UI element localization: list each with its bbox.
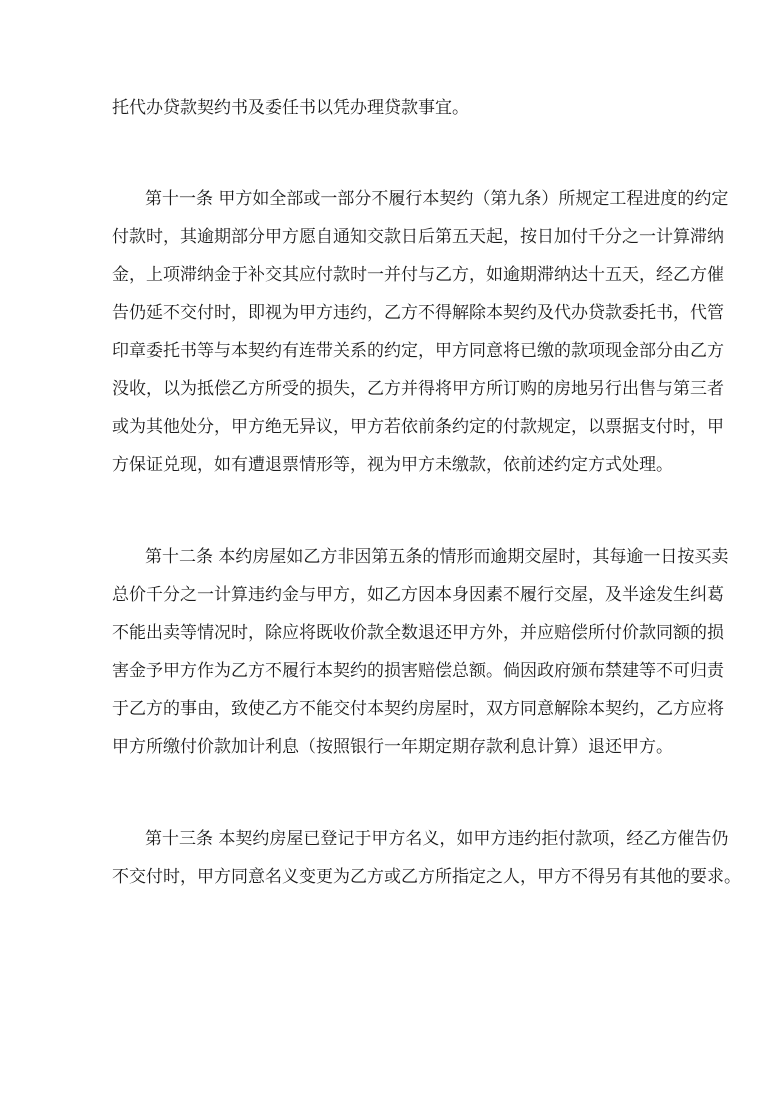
paragraph-line: 第十三条 本契约房屋已登记于甲方名义，如甲方违约拒付款项，经乙方催告仍	[145, 829, 729, 849]
paragraph-line: 总价千分之一计算违约金与甲方，如乙方因本身因素不履行交屋，及半途发生纠葛	[112, 585, 724, 605]
paragraph-line: 第十一条 甲方如全部或一部分不履行本契约（第九条）所规定工程进度的约定	[145, 189, 729, 209]
paragraph-line: 不交付时，甲方同意名义变更为乙方或乙方所指定之人，甲方不得另有其他的要求。	[112, 867, 741, 887]
paragraph-line: 甲方所缴付价款加计利息（按照银行一年期定期存款利息计算）退还甲方。	[112, 737, 673, 757]
paragraph-line: 或为其他处分，甲方绝无异议，甲方若依前条约定的付款规定，以票据支付时，甲	[112, 417, 724, 437]
paragraph-line: 告仍延不交付时，即视为甲方违约，乙方不得解除本契约及代办贷款委托书，代管	[112, 303, 724, 323]
paragraph-line: 付款时，其逾期部分甲方愿自通知交款日后第五天起，按日加付千分之一计算滞纳	[112, 227, 724, 247]
paragraph-line: 不能出卖等情况时，除应将既收价款全数退还甲方外，并应赔偿所付价款同额的损	[112, 623, 724, 643]
paragraph-line: 害金予甲方作为乙方不履行本契约的损害赔偿总额。倘因政府颁布禁建等不可归责	[112, 661, 724, 681]
paragraph-line: 方保证兑现，如有遭退票情形等，视为甲方未缴款，依前述约定方式处理。	[112, 455, 673, 475]
paragraph-line: 第十二条 本约房屋如乙方非因第五条的情形而逾期交屋时，其每逾一日按买卖	[145, 547, 729, 567]
paragraph-line: 金，上项滞纳金于补交其应付款时一并付与乙方，如逾期滞纳达十五天，经乙方催	[112, 265, 724, 285]
paragraph-line: 于乙方的事由，致使乙方不能交付本契约房屋时，双方同意解除本契约，乙方应将	[112, 699, 724, 719]
paragraph-line: 没收，以为抵偿乙方所受的损失，乙方并得将甲方所订购的房地另行出售与第三者	[112, 379, 724, 399]
paragraph-line: 印章委托书等与本契约有连带关系的约定，甲方同意将已缴的款项现金部分由乙方	[112, 341, 724, 361]
paragraph-line: 托代办贷款契约书及委任书以凭办理贷款事宜。	[112, 98, 469, 118]
